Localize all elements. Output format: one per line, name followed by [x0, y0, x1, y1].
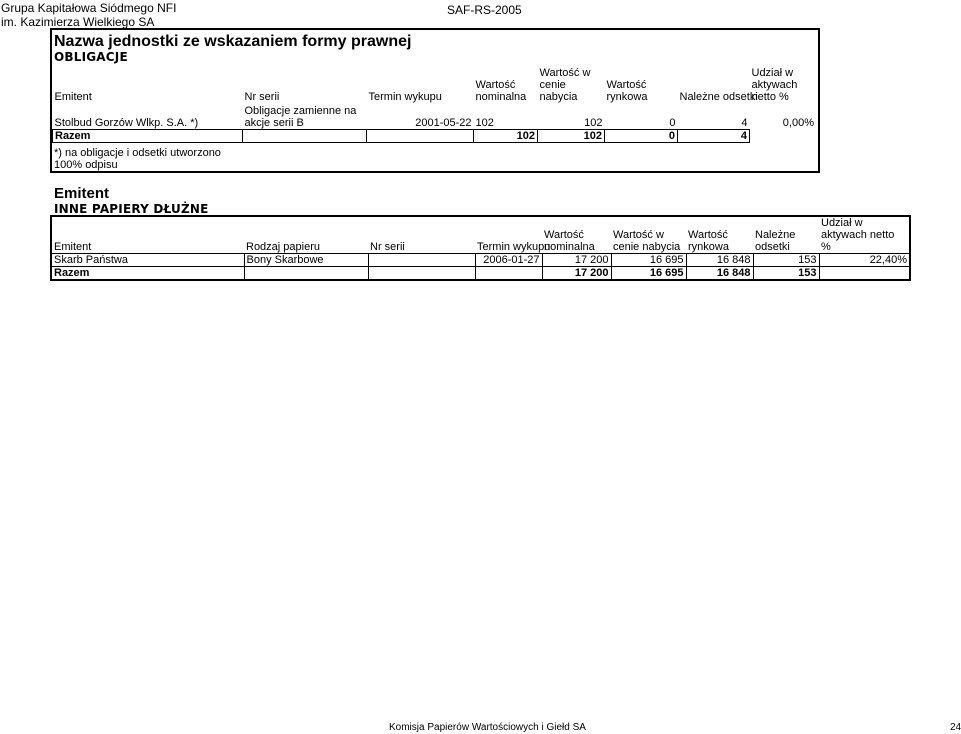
page-number: 24 [950, 722, 961, 733]
row-odsetki: 4 [741, 116, 748, 129]
col-header-udzial: Udział w aktywach netto % [821, 217, 895, 253]
col-header-wartosc-nabycia: Wartość w cenie nabycia [613, 229, 681, 253]
total-empty-cell [367, 129, 474, 142]
section-subtitle-debt: INNE PAPIERY DŁUŻNE [54, 202, 209, 216]
total-odsetki: 4 [678, 129, 750, 142]
total-rynkowa: 0 [605, 129, 678, 142]
row-termin: 2001-05-22 [415, 116, 472, 129]
row-nominal: 17 200 [542, 254, 611, 267]
row-udzial: 0,00% [782, 117, 814, 129]
total-label: Razem [51, 267, 244, 281]
section-title: Nazwa jednostki ze wskazaniem formy prawnej [54, 33, 412, 50]
total-row [53, 129, 817, 142]
col-header-wartosc-rynkowa: Wartość rynkowa [606, 79, 648, 103]
total-nabycie: 102 [538, 129, 605, 142]
org-name-line2: im. Kazimierza Wielkiego SA [1, 15, 155, 29]
col-header-wartosc-rynkowa: Wartość rynkowa [688, 229, 729, 253]
row-nominal: 102 [475, 116, 494, 129]
row-rynkowa: 0 [669, 116, 676, 129]
row-rodzaj: Bony Skarbowe [244, 254, 368, 267]
col-header-rodzaj: Rodzaj papieru [246, 241, 320, 253]
row-nr-serii: Obligacje zamienne na akcje serii B [244, 104, 357, 129]
total-empty-cell [819, 267, 910, 281]
footnote: *) na obligacje i odsetki utworzono 100% odpisu [54, 147, 221, 171]
col-header-udzial: Udział w aktywach netto % [751, 67, 798, 103]
col-header-odsetki: Należne odsetki [755, 229, 796, 253]
col-header-termin: Termin wykupu [368, 91, 442, 103]
total-row [51, 267, 910, 281]
total-rynkowa: 16 848 [686, 267, 753, 281]
total-empty-cell [243, 129, 367, 142]
total-empty-cell [475, 267, 542, 281]
total-odsetki: 153 [753, 267, 819, 281]
col-header-nr-serii: Nr serii [244, 91, 280, 103]
col-header-odsetki: Należne odsetki [679, 91, 758, 103]
col-header-wartosc-nominalna: Wartość nominalna [475, 79, 527, 103]
total-nominal: 17 200 [542, 267, 611, 281]
col-header-emitent: Emitent [54, 241, 92, 253]
row-nabycie: 16 695 [611, 254, 686, 267]
total-empty-cell [244, 267, 368, 281]
col-header-nr-serii: Nr serii [370, 241, 405, 253]
col-header-wartosc-nabycia: Wartość w cenie nabycia [539, 67, 591, 103]
total-nominal: 102 [474, 129, 538, 142]
total-empty-cell [368, 267, 475, 281]
col-header-wartosc-nominalna: Wartość nominalna [544, 229, 595, 253]
table-row [51, 254, 910, 267]
footer-text: Komisja Papierów Wartościowych i Giełd SA [389, 722, 586, 733]
row-nabycie: 102 [584, 116, 603, 129]
table-row [53, 103, 817, 129]
report-code: SAF-RS-2005 [447, 3, 522, 17]
row-odsetki: 153 [753, 254, 819, 267]
row-emitent: Stolbud Gorzów Wlkp. S.A. *) [54, 116, 199, 129]
col-header-emitent: Emitent [54, 91, 92, 103]
col-header-termin: Termin wykupu [477, 241, 551, 253]
debt-table [50, 215, 911, 281]
row-udzial: 22,40% [819, 254, 910, 267]
row-emitent: Skarb Państwa [51, 254, 244, 267]
bonds-table [52, 67, 817, 143]
section-subtitle-bonds: OBLIGACJE [54, 50, 128, 64]
total-nabycie: 16 695 [611, 267, 686, 281]
section2-title: Emitent [54, 185, 110, 202]
row-nr-serii [368, 254, 475, 267]
total-label: Razem [53, 129, 243, 142]
bonds-header-row [53, 67, 817, 103]
row-rynkowa: 16 848 [686, 254, 753, 267]
row-termin: 2006-01-27 [475, 254, 542, 267]
total-empty-cell [750, 129, 817, 142]
org-name-line1: Grupa Kapitałowa Siódmego NFI [1, 1, 177, 15]
debt-header-row [51, 216, 910, 254]
